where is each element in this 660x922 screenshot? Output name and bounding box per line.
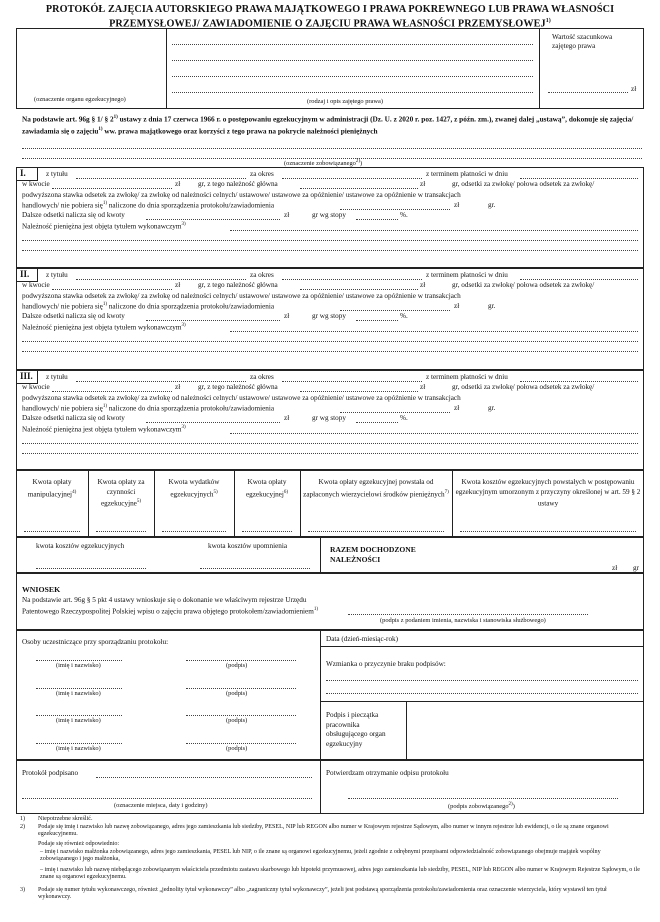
section-principal-field[interactable] (300, 188, 418, 189)
section-accrued-zl: zł (454, 200, 460, 209)
signed-field[interactable] (96, 777, 312, 778)
section-interest-types-2: podwyższona stawka odsetek za zwłokę/ za zwłokę od należności celnych/ ustawowe/ ustawowe za opóźnienie/ ustawowe za opóźnienie w transakcjach (22, 393, 461, 402)
section-period-label: za okres (250, 373, 274, 381)
missing-sign-label: Wzmianka o przyczynie braku podpisów: (326, 660, 446, 668)
title-line-1: PROTOKÓŁ ZAJĘCIA AUTORSKIEGO PRAWA MAJĄTKOWEGO I PRAWA POKREWNEGO LUB PRAWA WŁASNOŚCI (45, 4, 615, 15)
rights-line-3[interactable] (172, 76, 533, 77)
section-period-field[interactable] (282, 178, 422, 179)
section-further-field[interactable] (146, 422, 280, 423)
title-line-2: PRZEMYSŁOWEJ/ ZAWIADOMIENIE O ZAJĘCIU PRAWA WŁASNOŚCI PRZEMYSŁOWEJ (109, 17, 546, 29)
section-title-exec (22, 425, 186, 434)
person-name-field[interactable] (36, 688, 122, 689)
section-amount-field[interactable] (52, 289, 172, 290)
costs-field-2[interactable] (200, 568, 310, 569)
fee-value-field[interactable] (162, 531, 226, 532)
section-period-label: za okres (250, 170, 274, 178)
fee-label-text: Kwota opłaty za czynności egzekucyjne (97, 478, 145, 508)
person-sign-caption: (podpis) (226, 662, 248, 669)
person-name-caption: (imię i nazwisko) (56, 745, 101, 752)
fee-divider (452, 470, 453, 537)
fee-label (303, 478, 449, 500)
missing-sign-line-2[interactable] (326, 693, 638, 694)
fee-label-text: Kwota opłaty manipulacyjnej (27, 478, 73, 498)
officer-sign-label: Podpis i pieczątka pracownika obsługującego organ egzekucyjny (326, 711, 386, 748)
section-accrued-field[interactable] (340, 310, 450, 311)
person-sign-caption: (podpis) (226, 717, 248, 724)
section-due-field[interactable] (520, 381, 638, 382)
signed-field-2[interactable] (22, 798, 312, 799)
person-sign-field[interactable] (186, 660, 296, 661)
section-extra-line-2[interactable] (22, 453, 638, 454)
section-accrued-label: handlowych/ nie pobiera się (22, 404, 103, 413)
section-roman: II. (20, 269, 30, 279)
section-title-exec-sup: 3) (181, 424, 186, 430)
section-amount-label: w kwocie (22, 180, 50, 189)
section-title-label: z tytułu (46, 271, 68, 279)
legal-basis (22, 113, 642, 136)
fee-divider (300, 470, 301, 537)
section-principal-field[interactable] (300, 289, 418, 290)
persons-divider (320, 630, 321, 760)
section-extra-line-1[interactable] (22, 443, 638, 444)
section-roman: I. (20, 168, 26, 178)
value-label: Wartość szacunkowa zajętego prawa (552, 33, 613, 50)
costs-field-1[interactable] (36, 568, 146, 569)
section-extra-line-2[interactable] (22, 351, 638, 352)
section-amount-zl: zł (175, 180, 181, 189)
section-further-zl: zł (284, 414, 290, 423)
fee-divider (88, 470, 89, 537)
document-title (0, 4, 660, 29)
section-principal-zl: zł (420, 180, 426, 189)
footnote-number: 1) (20, 816, 26, 822)
basis-text-3: ww. prawa majątkowego oraz korzyści z tego prawa na pokrycie należności pieniężnych (102, 126, 378, 136)
section-amount-label: w kwocie (22, 383, 50, 392)
person-name-field[interactable] (36, 660, 122, 661)
header-divider-1 (166, 28, 167, 109)
person-name-field[interactable] (36, 743, 122, 744)
value-unit: zł (631, 85, 637, 93)
fee-value-field[interactable] (24, 531, 80, 532)
basis-text-2: ustawy z dnia 17 czerwca 1966 r. o postępowaniu egzekucyjnym w administracji (Dz. U. z 2020 r. poz. 1427, z późn. zm.), zwanej dalej „ustawą”, dokonuje się zajęcia/ zawiadamia się o zajęciu (22, 114, 634, 136)
section-amount-field[interactable] (52, 391, 172, 392)
rights-line-4[interactable] (172, 92, 533, 93)
section-title-exec-field[interactable] (230, 230, 638, 231)
request-title: WNIOSEK (22, 585, 61, 594)
section-extra-line-1[interactable] (22, 341, 638, 342)
value-field[interactable] (548, 92, 628, 93)
fee-label-text: Kwota opłaty egzekucyjnej powstała od zapłaconych wierzycielowi środków pieniężnych (303, 478, 445, 498)
title-sup: 1) (545, 17, 551, 24)
person-sign-field[interactable] (186, 715, 296, 716)
costs-divider (320, 537, 321, 573)
section-accrued-text: naliczone do dnia sporządzenia protokołu/zawiadomienia (107, 404, 275, 413)
organ-caption: (oznaczenie organu egzekucyjnego) (34, 96, 126, 103)
section-title-exec (22, 323, 186, 332)
debtor-caption-end: ) (360, 160, 363, 168)
section-further-percent: %. (400, 312, 408, 321)
footnote-text: Podaje się imię i nazwisko lub nazwę zobowiązanego, adres jego zamieszkania lub siedziby, PESEL, NIP lub REGON albo numer w Krajowym rejestrze Sądowym, albo numer w innym rejestrze lub ewidencji, o ile są znane organowi egzekucyjnemu. (38, 824, 609, 838)
section-amount-zl: zł (175, 383, 181, 392)
rights-caption: (rodzaj i opis zajętego prawa) (307, 98, 383, 105)
section-further-zl: zł (284, 312, 290, 321)
fee-label-sup: 6) (283, 489, 289, 495)
section-accrued-text: naliczone do dnia sporządzenia protokołu/zawiadomienia (107, 302, 275, 311)
fee-label (91, 478, 151, 509)
section-roman: III. (20, 371, 33, 381)
section-further-label: Dalsze odsetki nalicza się od kwoty (22, 312, 125, 321)
costs-label-1: kwota kosztów egzekucyjnych (36, 542, 125, 550)
section-interest-types: gr, odsetki za zwłokę/ połowa odsetek za zwłokę/ (452, 180, 595, 189)
section-title-exec-sup: 3) (181, 221, 186, 227)
person-sign-caption: (podpis) (226, 745, 248, 752)
footnote-number: 2) (20, 824, 26, 830)
section-period-label: za okres (250, 271, 274, 279)
section-interest-types-2: podwyższona stawka odsetek za zwłokę/ za zwłokę od należności celnych/ ustawowe/ ustawowe za opóźnienie/ ustawowe za opóźnienie w transakcjach (22, 291, 461, 300)
section-accrued-gr: gr. (488, 403, 496, 412)
person-name-caption: (imię i nazwisko) (56, 662, 101, 669)
request-sign-field[interactable] (348, 614, 588, 615)
section-accrued-gr: gr. (488, 301, 496, 310)
section-period-field[interactable] (282, 279, 422, 280)
section-accrued-line (22, 404, 274, 413)
section-further-label: Dalsze odsetki nalicza się od kwoty (22, 211, 125, 220)
section-accrued-field[interactable] (340, 209, 450, 210)
fee-divider (234, 470, 235, 537)
receipt-field[interactable] (348, 798, 618, 799)
footnote-text: – imię i nazwisko lub nazwę niebędącego zobowiązanym właściciela przedmiotu zastawu skarbowego lub hipoteki przymusowej, adres jego zamieszkania lub siedziby, PESEL, NIP lub REGON albo numer w Krajowym Rejestrze Sądowym, o ile znane są organowi egzekucyjnemu. (40, 867, 640, 881)
section-due-field[interactable] (520, 178, 638, 179)
date-label: Data (dzień-miesiąc-rok) (326, 635, 399, 643)
section-title-exec-text: Należność pieniężna jest objęta tytułem wykonawczym (22, 424, 182, 433)
signed-label: Protokół podpisano (22, 769, 79, 777)
section-accrued-gr: gr. (488, 200, 496, 209)
section-accrued-text: naliczone do dnia sporządzenia protokołu/zawiadomienia (107, 201, 275, 210)
section-interest-types: gr, odsetki za zwłokę/ połowa odsetek za zwłokę/ (452, 383, 595, 392)
section-accrued-zl: zł (454, 403, 460, 412)
person-sign-field[interactable] (186, 688, 296, 689)
request-text-sup: 1) (313, 607, 318, 613)
section-further-label: Dalsze odsetki nalicza się od kwoty (22, 414, 125, 423)
total-zl: zł (612, 564, 618, 572)
section-title-field[interactable] (76, 381, 246, 382)
section-due-label: z terminem płatności w dniu (426, 271, 508, 279)
section-due-label: z terminem płatności w dniu (426, 373, 508, 381)
section-amount-zl: zł (175, 281, 181, 290)
request-text-body: Na podstawie art. 96g § 5 pkt 4 ustawy wnioskuje się o dokonanie we właściwym rejestrze Urzędu Patentowego Rzeczypospolitej Polskiej wpisu o zajęciu prawa objętego protokołem/zawiadomieniem (22, 596, 314, 616)
section-interest-types: gr, odsetki za zwłokę/ połowa odsetek za zwłokę/ (452, 281, 595, 290)
section-further-rate-field[interactable] (356, 219, 398, 220)
section-title-exec-sup: 3) (181, 322, 186, 328)
section-title-exec-field[interactable] (230, 433, 638, 434)
basis-sup-2: 1) (98, 126, 103, 132)
receipt-caption-end: ) (512, 803, 515, 811)
section-accrued-label: handlowych/ nie pobiera się (22, 302, 103, 311)
person-name-caption: (imię i nazwisko) (56, 717, 101, 724)
section-title-exec-text: Należność pieniężna jest objęta tytułem wykonawczym (22, 221, 182, 230)
footnote-text: Niepotrzebne skreślić. (38, 816, 93, 822)
section-title-field[interactable] (76, 178, 246, 179)
section-principal-field[interactable] (300, 391, 418, 392)
section-title-exec-field[interactable] (230, 331, 638, 332)
section-accrued-line (22, 201, 274, 210)
fee-label (157, 478, 231, 500)
request-sign-caption: (podpis z podaniem imienia, nazwiska i stanowiska służbowego) (380, 617, 546, 624)
fee-label-sup: 5) (213, 489, 218, 495)
section-title-label: z tytułu (46, 170, 68, 178)
section-due-field[interactable] (520, 279, 638, 280)
section-principal-label: gr, z tego należność główna (198, 383, 278, 392)
section-amount-label: w kwocie (22, 281, 50, 290)
section-further-percent: %. (400, 211, 408, 220)
section-extra-line-1[interactable] (22, 240, 638, 241)
fee-label-text: Kwota wydatków egzekucyjnych (168, 478, 220, 498)
section-accrued-sup: 1) (102, 301, 108, 307)
officer-separator (320, 701, 644, 702)
person-sign-caption: (podpis) (226, 690, 248, 697)
section-period-field[interactable] (282, 381, 422, 382)
debtor-caption-text: (oznaczenie zobowiązanego (284, 160, 356, 168)
section-title-exec-text: Należność pieniężna jest objęta tytułem wykonawczym (22, 322, 182, 331)
persons-label: Osoby uczestniczące przy sporządzaniu protokołu: (22, 638, 169, 646)
total-gr: gr (633, 564, 639, 572)
section-accrued-line (22, 302, 274, 311)
fee-label-text: Kwota kosztów egzekucyjnych powstałych w postępowaniu egzekucyjnym umorzonym z przyczyny określonej w art. 59 § 2 ustawy (455, 478, 641, 508)
fee-value-field[interactable] (308, 531, 444, 532)
section-accrued-sup: 1) (102, 200, 108, 206)
section-accrued-label: handlowych/ nie pobiera się (22, 201, 103, 210)
section-further-rate-label: gr wg stopy (312, 211, 346, 220)
section-title-label: z tytułu (46, 373, 68, 381)
section-principal-label: gr, z tego należność główna (198, 180, 278, 189)
debtor-line-1[interactable] (22, 148, 642, 149)
footnote-number: 3) (20, 887, 26, 893)
request-text (22, 596, 322, 617)
section-extra-line-2[interactable] (22, 250, 638, 251)
debtor-caption-sup: 2) (355, 159, 361, 164)
section-principal-label: gr, z tego należność główna (198, 281, 278, 290)
person-sign-field[interactable] (186, 743, 296, 744)
fee-label-sup: 5) (136, 499, 142, 505)
section-accrued-zl: zł (454, 301, 460, 310)
fee-label-text: Kwota opłaty egzekucyjnej (245, 478, 287, 498)
fee-label-sup: 7) (444, 489, 449, 495)
basis-sup-1: 1) (113, 115, 118, 120)
receipt-caption-sup: 2) (508, 802, 513, 807)
footnote-text: – imię i nazwisko małżonka zobowiązanego, adres jego zamieszkania, PESEL lub NIP, o ile znane są organowi egzekucyjnemu, jeżeli zgodnie z odrębnymi przepisami odpowiedzialność zobowiązanego obejmuje majątek wspólny zobowiązanego i jego małżonka, (40, 849, 601, 863)
section-accrued-sup: 1) (102, 403, 108, 409)
fee-divider (154, 470, 155, 537)
receipt-caption (448, 802, 515, 811)
signed-caption: (oznaczenie miejsca, daty i godziny) (114, 802, 208, 809)
person-name-field[interactable] (36, 715, 122, 716)
section-further-rate-label: gr wg stopy (312, 312, 346, 321)
section-further-field[interactable] (146, 219, 280, 220)
section-interest-types-2: podwyższona stawka odsetek za zwłokę/ za zwłokę od należności celnych/ ustawowe/ ustawowe za opóźnienie/ ustawowe za opóźnienie w transakcjach (22, 190, 461, 199)
rights-line-2[interactable] (172, 60, 533, 61)
footnote-text: Podaje się numer tytułu wykonawczego, również „jednolity tytuł wykonawczy” albo „zagraniczny tytuł wykonawczy”, jeżeli jest podstawą sporządzenia protokołu/zawiadomienia oraz oznaczenie wierzyciela, który wystawił ten tytuł wykonawczy. (38, 887, 607, 901)
basis-text-1: Na podstawie art. 96g § 1/ § 2 (22, 114, 114, 124)
footnote-text: Podaje się również odpowiednio: (38, 841, 120, 847)
section-principal-zl: zł (420, 383, 426, 392)
fee-label-sup: 4) (72, 489, 77, 495)
costs-label-2: kwota kosztów upomnienia (208, 542, 288, 550)
date-separator (320, 646, 644, 647)
section-further-zl: zł (284, 211, 290, 220)
rights-line-1[interactable] (172, 44, 533, 45)
section-further-rate-field[interactable] (356, 422, 398, 423)
fee-label (237, 478, 297, 500)
header-divider-2 (539, 28, 540, 109)
person-name-caption: (imię i nazwisko) (56, 690, 101, 697)
section-principal-zl: zł (420, 281, 426, 290)
total-label: RAZEM DOCHODZONE NALEŻNOŚCI (330, 545, 416, 564)
receipt-caption-text: (podpis zobowiązanego (448, 803, 509, 811)
officer-divider (406, 701, 407, 760)
section-further-rate-label: gr wg stopy (312, 414, 346, 423)
section-further-rate-field[interactable] (356, 320, 398, 321)
fee-label (19, 478, 85, 500)
fee-label (455, 478, 641, 509)
section-further-field[interactable] (146, 320, 280, 321)
receipt-label: Potwierdzam otrzymanie odpisu protokołu (326, 769, 449, 777)
section-title-field[interactable] (76, 279, 246, 280)
section-title-exec (22, 222, 186, 231)
fee-value-field[interactable] (242, 531, 292, 532)
fee-value-field[interactable] (460, 531, 636, 532)
section-due-label: z terminem płatności w dniu (426, 170, 508, 178)
signed-divider (320, 760, 321, 814)
section-accrued-field[interactable] (340, 412, 450, 413)
section-amount-field[interactable] (52, 188, 172, 189)
section-further-percent: %. (400, 414, 408, 423)
fee-value-field[interactable] (96, 531, 146, 532)
missing-sign-line-1[interactable] (326, 680, 638, 681)
